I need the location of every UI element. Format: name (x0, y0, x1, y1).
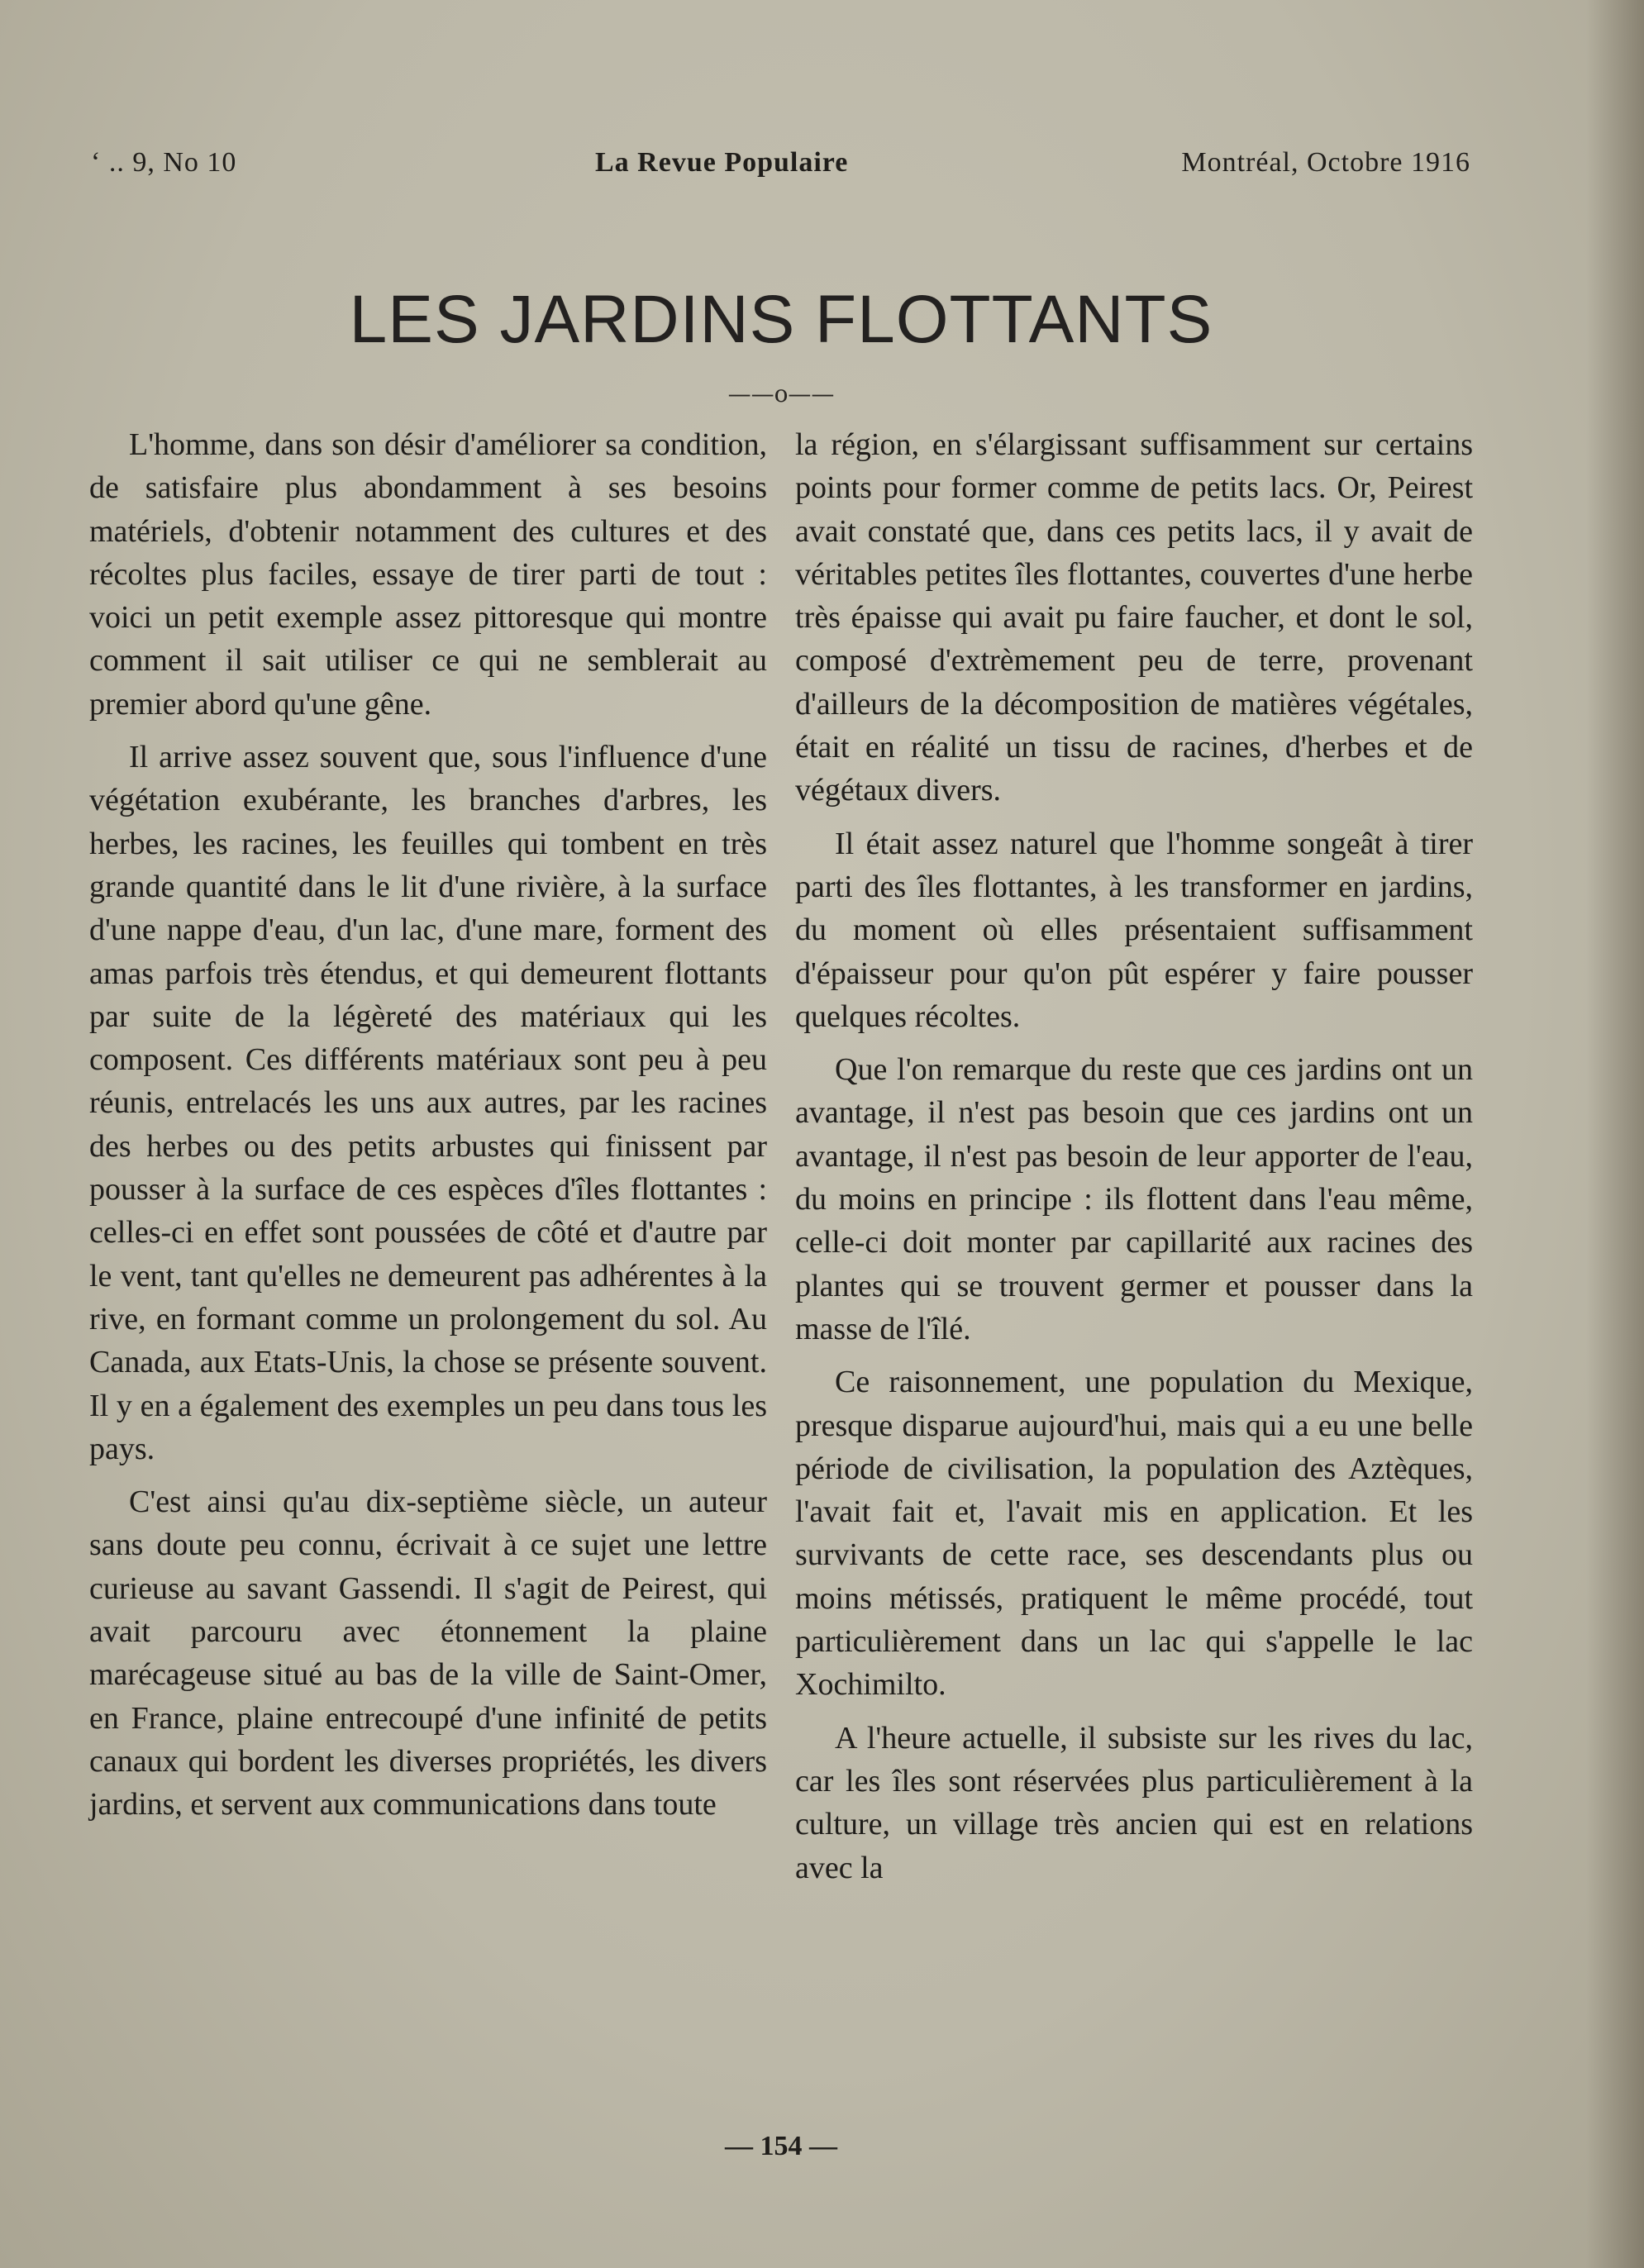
paragraph: Il arrive assez souvent que, sous l'influence d'une végétation exubérante, les branches d'arbres, les herbes, les racines, les feuilles qui tombent en très grande quantité dans le lit d'une rivière, à la surface d'une nappe d'eau, d'un lac, d'une mare, forment des amas parfois très étendus, et qui demeurent flottants par suite de la légèreté des matériaux qui les composent. Ces différents matériaux sont peu à peu réunis, entrelacés les uns aux autres, par les racines des herbes ou des petits arbustes qui finissent par pousser à la surface de ces espèces d'îles flottantes : celles-ci en effet sont poussées de côté et d'autre par le vent, tant qu'elles ne demeurent pas adhérentes à la rive, en formant comme un prolongement du sol. Au Canada, aux Etats-Unis, la chose se présente souvent. Il y en a également des exemples un peu dans tous les pays. (89, 740, 767, 1466)
paragraph: Que l'on remarque du reste que ces jardins ont un avantage, il n'est pas besoin que ces jardins ont un avantage, il n'est pas besoin de leur apporter de l'eau, du moins en principe : ils flottent dans l'eau même, celle-ci doit monter par capillarité aux racines des plantes qui se trouvent germer et pousser dans la masse de l'îlé. (795, 1052, 1473, 1346)
paragraph: A l'heure actuelle, il subsiste sur les rives du lac, car les îles sont réservées plus particulièrement à la culture, un village très ancien qui est en relations avec la (795, 1720, 1473, 1885)
running-header (91, 147, 1470, 188)
paragraph: la région, en s'élargissant suffisamment sur certains points pour former comme de petits lacs. Or, Peirest avait constaté que, dans ces petits lacs, il y avait de véritables petites îles flottantes, couvertes d'une herbe très épaisse qui avait pu faire faucher, et dont le sol, composé d'extrèmement peu de terre, provenant d'ailleurs de la décomposition de matières végétales, était en réalité un tissu de racines, d'herbes et de végétaux divers. (795, 427, 1473, 808)
title-ornament: ——o—— (727, 380, 835, 407)
paragraph: Il était assez naturel que l'homme songeât à tirer parti des îles flottantes, à les transformer en jardins, du moment où elles présentaient suffisamment d'épaisseur pour qu'on pût espérer y faire pousser quelques récoltes. (795, 826, 1473, 1034)
issue-date: Montréal, Octobre 1916 (1181, 147, 1470, 178)
right-column (795, 423, 1473, 1899)
paragraph: L'homme, dans son désir d'améliorer sa condition, de satisfaire plus abondamment à ses besoins matériels, d'obtenir notamment des cultures et des récoltes plus faciles, essaye de tirer parti de tout : voici un petit exemple assez pittoresque qui montre comment il sait utiliser ce qui ne semblerait au premier abord qu'une gêne. (89, 427, 767, 722)
page-number: — 154 — (725, 2131, 837, 2161)
article-title: LES JARDINS FLOTTANTS (349, 282, 1213, 357)
publication-name: La Revue Populaire (595, 147, 849, 178)
left-column (89, 423, 767, 1837)
page-edge-shadow (1586, 0, 1644, 2268)
paragraph: C'est ainsi qu'au dix-septième siècle, un auteur sans doute peu connu, écrivait à ce sujet une lettre curieuse au savant Gassendi. Il s'agit de Peirest, qui avait parcouru avec étonnement la plaine marécageuse situé au bas de la ville de Saint-Omer, en France, plaine entrecoupé d'une infinité de petits canaux qui bordent les diverses propriétés, les divers jardins, et servent aux communications dans toute (89, 1484, 767, 1822)
issue-number: ‘ .. 9, No 10 (91, 147, 237, 178)
paragraph: Ce raisonnement, une population du Mexique, presque disparue aujourd'hui, mais qui a eu une belle période de civilisation, la population des Aztèques, l'avait fait et, l'avait mis en application. Et les survivants de cette race, ses descendants plus ou moins métissés, pratiquent le même procédé, tout particulièrement dans un lac qui s'appelle le lac Xochimilto. (795, 1365, 1473, 1703)
